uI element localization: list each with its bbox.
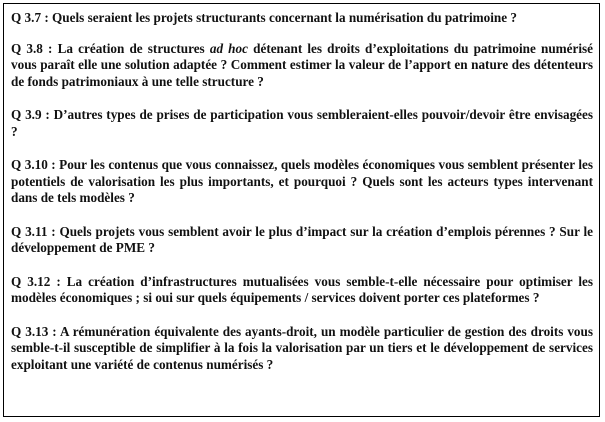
question-3-7: [11, 10, 593, 27]
question-text: A rémunération équivalente des ayants-droit, un modèle particulier de gestion des droits vous semble-t-il susceptible de simplifier à la fois la valorisation par un tiers et le développement de services exploitant une variété de contenus numérisés ?: [11, 323, 593, 372]
question-3-10: [11, 157, 593, 207]
question-text: D’autres types de prises de participation vous sembleraient-elles pouvoir/devoir être envisagées ?: [11, 107, 594, 139]
question-3-11: [11, 224, 593, 257]
question-3-8: [11, 41, 593, 91]
question-text: Quels seraient les projets structurants concernant la numérisation du patrimoine ?: [52, 10, 517, 25]
question-number: Q 3.10 :: [11, 157, 56, 172]
question-3-9: [11, 107, 593, 140]
question-number: Q 3.13 :: [11, 323, 57, 339]
question-number: Q 3.12 :: [11, 273, 61, 289]
question-text: La création d’infrastructures mutualisées vous semble-t-elle nécessaire pour optimiser les modèles économiques ; si oui sur quels équipements / services doivent porter ces plateformes ?: [11, 273, 594, 305]
question-text: La création de structures: [57, 40, 205, 56]
question-3-13: [11, 324, 593, 374]
question-text: Pour les contenus que vous connaissez, quels modèles économiques vous semblent présenter les potentiels de valorisation les plus importants, et pourquoi ? Quels sont les acteurs types intervenant dans de tels modèles ?: [11, 157, 593, 205]
question-3-12: [11, 274, 593, 307]
questions-box: [3, 3, 600, 417]
question-text: Quels projets vous semblent avoir le plus d’impact sur la création d’emplois pérennes ? Sur le développement de PME ?: [11, 223, 594, 255]
question-number: Q 3.8 :: [11, 40, 53, 56]
question-number: Q 3.11 :: [11, 223, 56, 239]
question-number: Q 3.9 :: [11, 107, 50, 122]
question-text-italic: ad hoc: [209, 40, 248, 56]
question-text: détenant les droits d’exploitations du patrimoine numérisé vous paraît elle une solution adaptée ? Comment estimer la valeur de l’apport en nature des détenteurs de fonds patrimoniaux à une telle structure ?: [11, 40, 593, 89]
question-number: Q 3.7 :: [11, 10, 49, 25]
